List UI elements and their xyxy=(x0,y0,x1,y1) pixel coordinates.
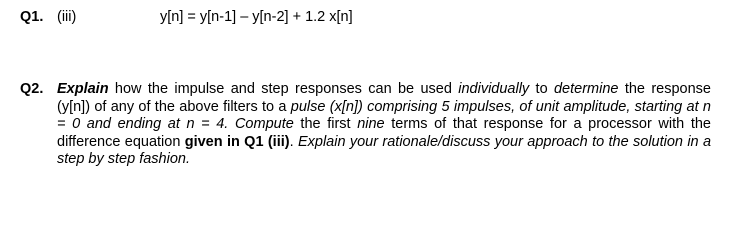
q2-text-segment: . xyxy=(289,133,298,150)
q2-text-segment: pulse (x[n]) comprising 5 impulses, of unit amplitude, starting at n = 0 and ending at n = 4. Compute xyxy=(57,98,711,132)
question-1-number: Q1. xyxy=(20,9,44,25)
q2-text-segment: the first xyxy=(293,116,358,132)
q2-text-segment: to xyxy=(529,81,554,97)
difference-equation: y[n] = y[n-1] – y[n-2] + 1.2 x[n] xyxy=(160,9,353,25)
q2-text-segment: given in Q1 (iii) xyxy=(184,133,290,150)
q2-text-segment: individually xyxy=(458,81,530,97)
question-1 xyxy=(0,9,729,31)
question-2-text xyxy=(57,81,711,169)
q2-text-segment: Explain your rationale/discuss your approach to the solution in a step by step fashion. xyxy=(57,133,712,167)
q2-text-segment: terms of that response for a processor with the difference equation xyxy=(57,116,711,150)
question-2-number: Q2. xyxy=(20,81,44,97)
question-1-part-label: (iii) xyxy=(57,9,77,25)
q2-text-segment: Explain xyxy=(57,81,109,97)
q2-text-segment: the response (y[n]) of any of the above filters to a xyxy=(57,81,711,115)
q2-text-segment: nine xyxy=(357,116,385,132)
q2-text-segment: determine xyxy=(553,81,619,97)
q2-text-segment: how the impulse and step responses can be used xyxy=(108,81,459,97)
